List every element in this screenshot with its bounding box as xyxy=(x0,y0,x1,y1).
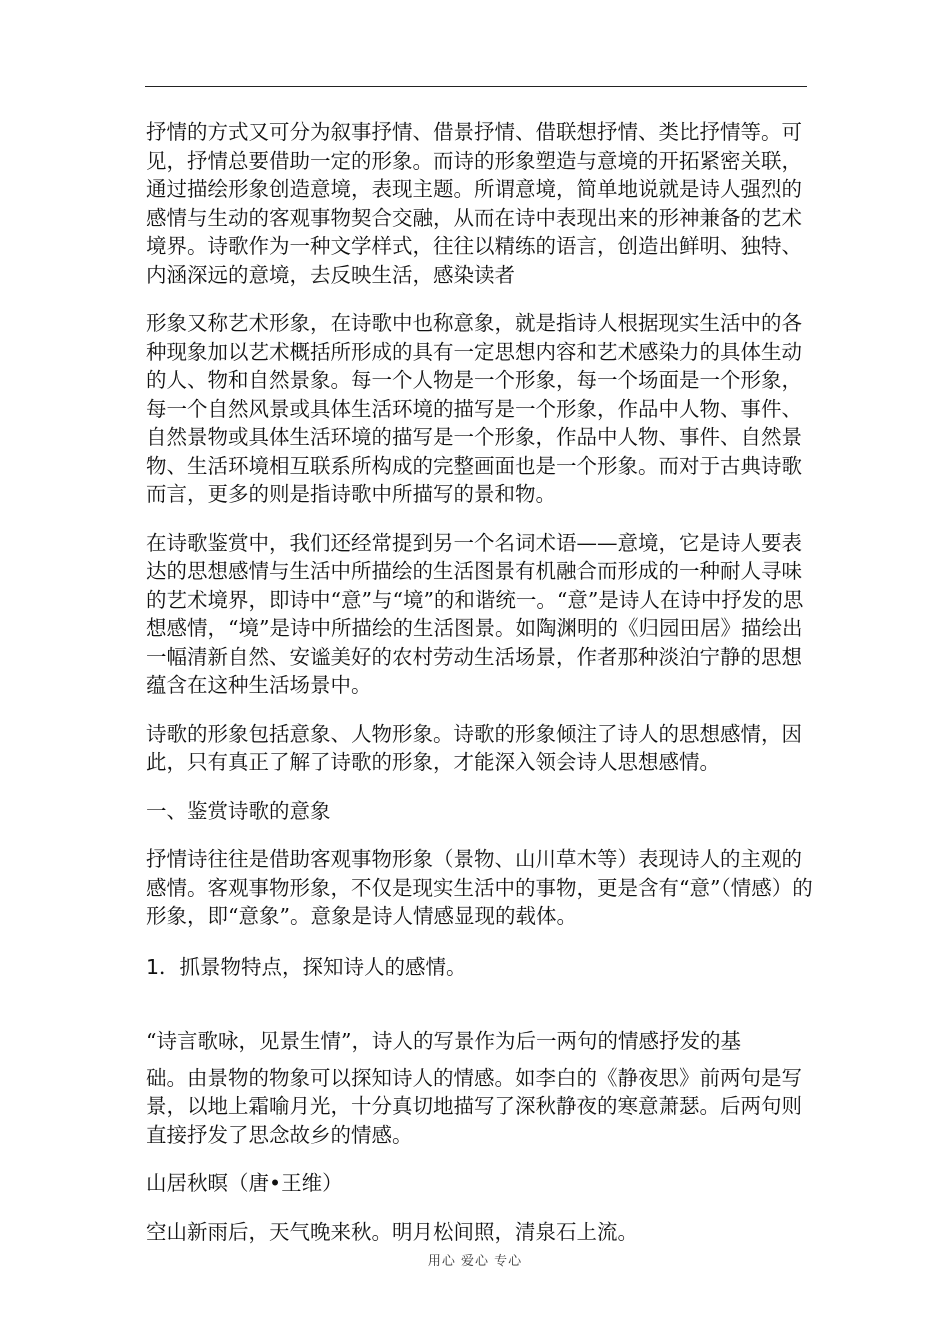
point-heading: 1．抓景物特点，探知诗人的感情。 xyxy=(146,954,467,979)
section-heading: 一、鉴赏诗歌的意象 xyxy=(146,798,331,823)
paragraph-1: 抒情的方式又可分为叙事抒情、借景抒情、借联想抒情、类比抒情等。可见，抒情总要借助一定的形象。而诗的形象塑造与意境的开拓紧密关联，通过描绘形象创造意境，表现主题。所谓意境，简单地说就是诗人强烈的感情与生动的客观事物契合交融，从而在诗中表现出来的形神兼备的艺术境界。诗歌作为一种文学样式，往往以精练的语言，创造出鲜明、独特、内涵深远的意境，去反映生活，感染读者 xyxy=(146,120,802,287)
poem-title: 山居秋暝（唐•王维） xyxy=(146,1171,343,1195)
quote-line: “诗言歌咏，见景生情”，诗人的写景作为后一两句的情感抒发的基 xyxy=(146,1029,741,1053)
page-footer: 用心 爱心 专心 xyxy=(427,1254,523,1269)
paragraph-3: 在诗歌鉴赏中，我们还经常提到另一个名词术语——意境，它是诗人要表达的思想感情与生活中所描绘的生活图景有机融合而形成的一种耐人寻味的艺术境界，即诗中“意”与“境”的和谐统一。“意”是诗人在诗中抒发的思想感情，“境”是诗中所描绘的生活图景。如陶渊明的《归园田居》描绘出一幅清新自然、安谧美好的农村劳动生活场景，作者那种淡泊宁静的思想蕴含在这种生活场景中。 xyxy=(146,530,804,697)
paragraph-4: 诗歌的形象包括意象、人物形象。诗歌的形象倾注了诗人的思想感情，因此，只有真正了解了诗歌的形象，才能深入领会诗人思想感情。 xyxy=(146,721,802,774)
paragraph-5: 抒情诗往往是借助客观事物形象（景物、山川草木等）表现诗人的主观的感情。客观事物形象，不仅是现实生活中的事物，更是含有“意”（情感）的形象，即“意象”。意象是诗人情感显现的载体。 xyxy=(146,847,813,928)
header-rule xyxy=(145,86,807,87)
poem-line: 空山新雨后，天气晚来秋。明月松间照，清泉石上流。 xyxy=(146,1219,638,1244)
quote-paragraph: 础。由景物的物象可以探知诗人的情感。如李白的《静夜思》前两句是写景，以地上霜喻月光，十分真切地描写了深秋静夜的寒意萧瑟。后两句则直接抒发了思念故乡的情感。 xyxy=(146,1065,802,1147)
document-body xyxy=(146,118,818,1246)
paragraph-2: 形象又称艺术形象，在诗歌中也称意象，就是指诗人根据现实生活中的各种现象加以艺术概括所形成的具有一定思想内容和艺术感染力的具体生动的人、物和自然景象。每一个人物是一个形象，每一个场面是一个形象，每一个自然风景或具体生活环境的描写是一个形象，作品中人物、事件、自然景物或具体生活环境的描写是一个形象，作品中人物、事件、自然景物、生活环境相互联系所构成的完整画面也是一个形象。而对于古典诗歌而言，更多的则是指诗歌中所描写的景和物。 xyxy=(146,311,802,506)
